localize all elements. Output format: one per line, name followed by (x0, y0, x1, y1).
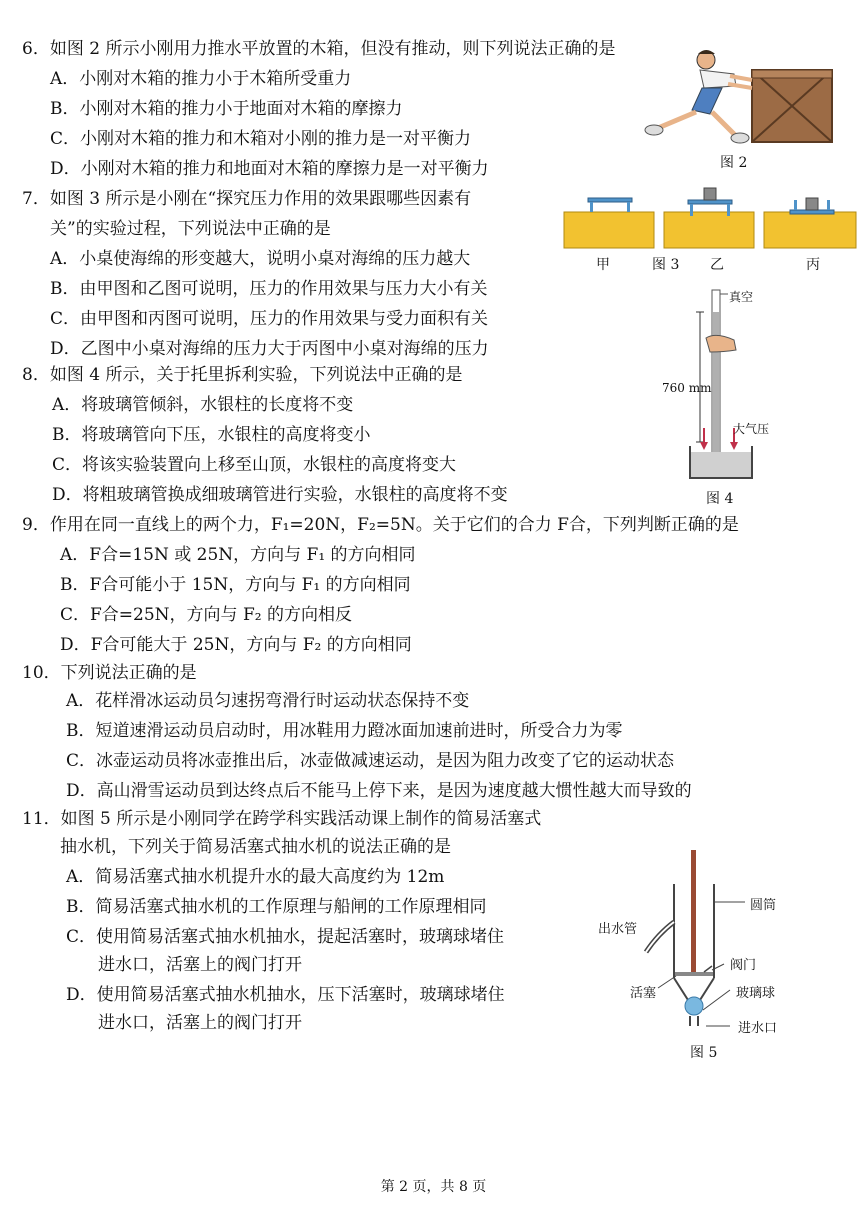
q8-option-c: C．将该实验装置向上移至山顶，水银柱的高度将变大 (52, 455, 457, 475)
figure-5-inlet-label: 进水口 (738, 1021, 778, 1036)
figure-4-height-label: 760 mm (662, 381, 712, 395)
q6-stem: 6．如图 2 所示小刚用力推水平放置的木箱，但没有推动，则下列说法正确的是 (22, 39, 616, 59)
q11-option-d-line1: D．使用简易活塞式抽水机抽水，压下活塞时，玻璃球堵住 (66, 985, 505, 1005)
figure-4-atm-label: 大气压 (733, 422, 770, 436)
figure-5-valve-label: 阀门 (730, 958, 757, 973)
q7-option-c: C．由甲图和丙图可说明，压力的作用效果与受力面积有关 (50, 309, 489, 329)
figure-3-label-yi: 乙 (710, 257, 724, 273)
q11-option-a: A．简易活塞式抽水机提升水的最大高度约为 12m (66, 867, 445, 887)
figure-5-ball-label: 玻璃球 (736, 986, 776, 1001)
q7-stem-line1: 7．如图 3 所示是小刚在“探究压力作用的效果跟哪些因素有 (22, 189, 472, 209)
q9-option-b: B．F合可能小于 15N，方向与 F₁ 的方向相同 (60, 575, 411, 595)
figure-2-caption: 图 2 (720, 155, 748, 171)
q6-option-c: C．小刚对木箱的推力和木箱对小刚的推力是一对平衡力 (50, 129, 472, 149)
q8-stem: 8．如图 4 所示，关于托里拆利实验，下列说法中正确的是 (22, 365, 463, 385)
figure-3-label-jia: 甲 (596, 257, 610, 273)
q11-option-d-line2: 进水口，活塞上的阀门打开 (98, 1013, 302, 1033)
q9-option-c: C．F合=25N，方向与 F₂ 的方向相反 (60, 605, 352, 625)
q11-option-c-line2: 进水口，活塞上的阀门打开 (98, 955, 302, 975)
q10-option-d: D．高山滑雪运动员到达终点后不能马上停下来，是因为速度越大惯性越大而导致的 (66, 781, 692, 801)
q10-option-c: C．冰壶运动员将冰壶推出后，冰壶做减速运动，是因为阻力改变了它的运动状态 (66, 751, 675, 771)
q7-stem-line2: 关”的实验过程，下列说法中正确的是 (50, 219, 331, 239)
figure-4-caption: 图 4 (706, 491, 734, 507)
q10-option-b: B．短道速滑运动员启动时，用冰鞋用力蹬冰面加速前进时，所受合力为零 (66, 721, 623, 741)
q7-option-b: B．由甲图和乙图可说明，压力的作用效果与压力大小有关 (50, 279, 488, 299)
q11-option-c-line1: C．使用简易活塞式抽水机抽水，提起活塞时，玻璃球堵住 (66, 927, 505, 947)
q6-option-b: B．小刚对木箱的推力小于地面对木箱的摩擦力 (50, 99, 403, 119)
q9-option-d: D．F合可能大于 25N，方向与 F₂ 的方向相同 (60, 635, 412, 655)
figure-5-cylinder-label: 圆筒 (750, 898, 777, 913)
q11-stem-line2: 抽水机，下列关于简易活塞式抽水机的说法正确的是 (60, 837, 451, 857)
figure-2-boy-pushing-box (640, 44, 850, 148)
q7-option-a: A．小桌使海绵的形变越大，说明小桌对海绵的压力越大 (50, 249, 471, 269)
figure-4-vacuum-label: 真空 (729, 290, 754, 304)
figure-3-caption: 图 3 (652, 257, 680, 273)
figure-5-caption: 图 5 (690, 1045, 718, 1061)
q10-option-a: A．花样滑冰运动员匀速拐弯滑行时运动状态保持不变 (66, 691, 470, 711)
q9-stem: 9．作用在同一直线上的两个力，F₁=20N，F₂=5N。关于它们的合力 F合，下列判断正确的是 (22, 515, 739, 535)
figure-5-outlet-label: 出水管 (598, 922, 638, 937)
q11-option-b: B．简易活塞式抽水机的工作原理与船闸的工作原理相同 (66, 897, 487, 917)
figure-5-piston-label: 活塞 (630, 986, 657, 1001)
figure-3-sponge-experiments (562, 184, 862, 250)
q10-stem: 10．下列说法正确的是 (22, 663, 197, 683)
q8-option-b: B．将玻璃管向下压，水银柱的高度将变小 (52, 425, 371, 445)
q7-option-d: D．乙图中小桌对海绵的压力大于丙图中小桌对海绵的压力 (50, 339, 489, 359)
q11-stem-line1: 11．如图 5 所示是小刚同学在跨学科实践活动课上制作的简易活塞式 (22, 809, 542, 829)
q9-option-a: A．F合=15N 或 25N，方向与 F₁ 的方向相同 (60, 545, 416, 565)
figure-3-label-bing: 丙 (806, 257, 820, 273)
q8-option-a: A．将玻璃管倾斜，水银柱的长度将不变 (52, 395, 354, 415)
page-footer: 第 2 页，共 8 页 (380, 1179, 487, 1195)
q8-option-d: D．将粗玻璃管换成细玻璃管进行实验，水银柱的高度将不变 (52, 485, 508, 505)
q6-option-a: A．小刚对木箱的推力小于木箱所受重力 (50, 69, 352, 89)
q6-option-d: D．小刚对木箱的推力和地面对木箱的摩擦力是一对平衡力 (50, 159, 489, 179)
